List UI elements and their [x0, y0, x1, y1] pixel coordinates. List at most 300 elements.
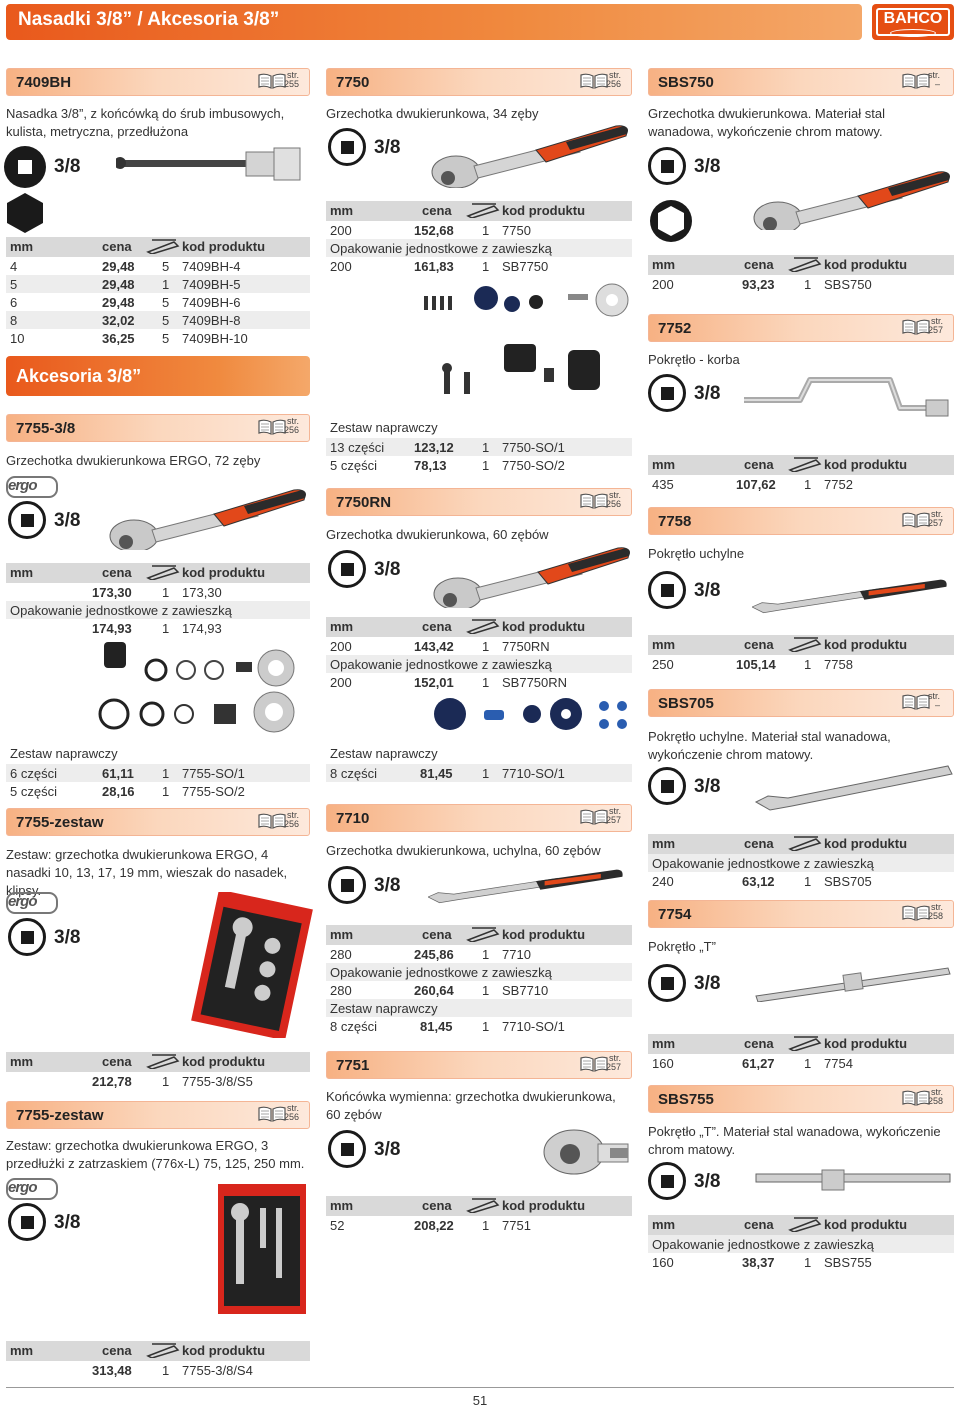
- product-title: SBS750: [658, 74, 714, 91]
- table-row: [648, 1054, 954, 1072]
- ratchet-image: [426, 112, 632, 188]
- table-row: [6, 257, 310, 275]
- table-row: [326, 1017, 632, 1035]
- barcode-icon: [788, 456, 822, 472]
- square-drive-icon: [328, 866, 366, 904]
- str-label: str.: [928, 70, 941, 80]
- table-row: [326, 221, 632, 239]
- table-row: [6, 1361, 310, 1379]
- cell-qty: 1: [482, 223, 490, 238]
- barcode-icon: [788, 1216, 822, 1232]
- flex-handle-image: [752, 568, 954, 618]
- str-label: str.: [928, 691, 941, 701]
- str-label: str.: [287, 416, 300, 426]
- page-ref: [284, 1104, 299, 1122]
- col-mm: mm: [330, 203, 354, 218]
- str-label: str.: [609, 1053, 622, 1063]
- product-title: 7755-3/8: [16, 420, 76, 437]
- product-desc: Grzechotka dwukierunkowa, 34 zęby: [326, 106, 539, 121]
- col-kod: kod produktu: [824, 257, 908, 272]
- accessories-title: Akcesoria 3/8”: [16, 366, 142, 386]
- cell-qty: 5: [162, 313, 170, 328]
- cell-code: 7751: [502, 1218, 531, 1233]
- page-ref: [928, 692, 940, 710]
- cell-price: 36,25: [102, 331, 135, 346]
- col-kod: kod produktu: [182, 1054, 266, 1069]
- table-row: [6, 619, 310, 637]
- square-drive-icon: [648, 964, 686, 1002]
- page-ref: [284, 811, 299, 829]
- cell-qty: 1: [804, 1056, 812, 1071]
- col-kod: kod produktu: [182, 239, 266, 254]
- table-header: [6, 1341, 310, 1361]
- col-cena: cena: [102, 565, 132, 580]
- pack-text: Opakowanie jednostkowe z zawieszką: [330, 241, 552, 256]
- cell-qty: 1: [482, 983, 490, 998]
- square-drive-icon: [8, 501, 46, 539]
- barcode-icon: [146, 1053, 180, 1069]
- cell-qty: 1: [162, 621, 170, 636]
- square-drive-icon: [328, 1130, 366, 1168]
- col-cena: cena: [102, 1343, 132, 1358]
- col-mm: mm: [652, 637, 676, 652]
- cell-code: 7409BH-10: [182, 331, 248, 346]
- table-row: [6, 1072, 310, 1090]
- cell-price: 123,12: [414, 440, 454, 455]
- cell-price: 105,14: [736, 657, 776, 672]
- col-cena: cena: [422, 619, 452, 634]
- cell-price: 143,42: [414, 639, 454, 654]
- page-ref: [928, 317, 943, 335]
- ergo-logo: ergo: [8, 477, 37, 494]
- cell-qty: 1: [482, 458, 490, 473]
- cell-price: 38,37: [742, 1255, 775, 1270]
- str-label: str.: [931, 902, 944, 912]
- col-cena: cena: [744, 1217, 774, 1232]
- square-drive-icon: [648, 767, 686, 805]
- repair-kit-label: Zestaw naprawczy: [10, 746, 118, 761]
- page-number: 257: [928, 325, 944, 335]
- col-cena: cena: [102, 239, 132, 254]
- barcode-icon: [788, 835, 822, 851]
- pack-text: Opakowanie jednostkowe z zawieszką: [652, 1237, 874, 1252]
- t-bar-image: [752, 962, 954, 1002]
- str-label: str.: [931, 316, 944, 326]
- cell-price: 81,45: [420, 1019, 453, 1034]
- cell-code: 7750RN: [502, 639, 550, 654]
- cell-qty: 1: [804, 1255, 812, 1270]
- table-row: [6, 583, 310, 601]
- col-cena: cena: [744, 1036, 774, 1051]
- square-drive-icon: [648, 374, 686, 412]
- str-label: str.: [931, 1087, 944, 1097]
- col-cena: cena: [744, 836, 774, 851]
- cell-code: 7409BH-6: [182, 295, 241, 310]
- size-label: 3/8: [694, 156, 721, 177]
- cell-mm: 200: [330, 639, 352, 654]
- table-header: [326, 617, 632, 637]
- table-row: [6, 293, 310, 311]
- pack-label: [326, 239, 632, 257]
- cell-qty: 1: [162, 277, 170, 292]
- cell-parts: 8 części: [330, 766, 377, 781]
- size-label: 3/8: [54, 927, 81, 948]
- pack-text: Opakowanie jednostkowe z zawieszką: [330, 657, 552, 672]
- product-desc: Grzechotka dwukierunkowa, uchylna, 60 zębów: [326, 843, 601, 858]
- barcode-icon: [788, 1035, 822, 1051]
- col-mm: mm: [10, 1054, 34, 1069]
- col-mm: mm: [330, 619, 354, 634]
- cell-mm: 240: [652, 874, 674, 889]
- pack-label: [6, 601, 310, 619]
- book-icon: [902, 905, 930, 921]
- product-desc: Grzechotka dwukierunkowa ERGO, 72 zęby: [6, 453, 261, 468]
- cell-parts: 13 części: [330, 440, 385, 455]
- barcode-icon: [466, 1197, 500, 1213]
- book-icon: [902, 73, 930, 89]
- size-label: 3/8: [374, 559, 401, 580]
- book-icon: [258, 419, 286, 435]
- set-image: [212, 1180, 312, 1320]
- page-ref: [606, 71, 621, 89]
- repair-kit-label: [326, 999, 632, 1017]
- col-cena: cena: [744, 457, 774, 472]
- book-icon: [258, 1106, 286, 1122]
- page-number: 257: [606, 815, 622, 825]
- col-mm: mm: [330, 1198, 354, 1213]
- cell-price: 173,30: [92, 585, 132, 600]
- product-title: 7752: [658, 320, 692, 337]
- page-number: –: [935, 700, 941, 710]
- t-bar-image: [752, 1162, 954, 1198]
- cell-mm: 435: [652, 477, 674, 492]
- cell-price: 63,12: [742, 874, 775, 889]
- product-desc: Pokrętło „T”. Materiał stal wanadowa, wykończenie chrom matowy.: [648, 1124, 941, 1157]
- cell-price: 78,13: [414, 458, 447, 473]
- page-ref: [928, 1088, 943, 1106]
- product-title: 7755-zestaw: [16, 1107, 104, 1124]
- cell-mm: 250: [652, 657, 674, 672]
- pack-label: [648, 1235, 954, 1253]
- cell-qty: 1: [482, 259, 490, 274]
- cell-code: 173,30: [182, 585, 222, 600]
- cell-code: SB7710: [502, 983, 549, 998]
- product-desc: Pokrętło - korba: [648, 352, 740, 367]
- cell-mm: 160: [652, 1056, 674, 1071]
- product-desc: Pokrętło uchylne. Materiał stal wanadowa, wykończenie chrom matowy.: [648, 729, 891, 762]
- book-icon: [580, 73, 608, 89]
- page-ref: [928, 510, 943, 528]
- size-label: 3/8: [694, 580, 721, 601]
- cell-price: 174,93: [92, 621, 132, 636]
- table-row: [326, 981, 632, 999]
- square-drive-icon: [8, 918, 46, 956]
- col-kod: kod produktu: [824, 1036, 908, 1051]
- page-ref: [284, 417, 299, 435]
- barcode-icon: [788, 636, 822, 652]
- ergo-logo: ergo: [8, 893, 37, 910]
- book-icon: [258, 73, 286, 89]
- cell-qty: 1: [482, 440, 490, 455]
- col-mm: mm: [652, 1217, 676, 1232]
- table-7409bh: [6, 257, 310, 347]
- cell-code: 7758: [824, 657, 853, 672]
- page-number: 257: [928, 518, 944, 528]
- cell-qty: 1: [162, 1074, 170, 1089]
- col-kod: kod produktu: [824, 457, 908, 472]
- col-kod: kod produktu: [502, 619, 586, 634]
- book-icon: [902, 694, 930, 710]
- pack-text: Opakowanie jednostkowe z zawieszką: [652, 856, 874, 871]
- page-number: 256: [284, 425, 300, 435]
- col-cena: cena: [744, 637, 774, 652]
- col-cena: cena: [102, 1054, 132, 1069]
- col-mm: mm: [652, 836, 676, 851]
- str-label: str.: [609, 490, 622, 500]
- cell-price: 161,83: [414, 259, 454, 274]
- page-number: 258: [928, 911, 944, 921]
- table-row: [326, 637, 632, 655]
- product-desc: Zestaw: grzechotka dwukierunkowa ERGO, 3 przedłużki z zatrzaskiem (776x-L) 75, 125, 250 mm.: [6, 1138, 305, 1171]
- page-number: 256: [606, 499, 622, 509]
- product-title: 7750: [336, 74, 370, 91]
- page-number-footer: 51: [472, 1393, 488, 1408]
- cell-price: 260,64: [414, 983, 454, 998]
- cell-price: 29,48: [102, 295, 135, 310]
- col-kod: kod produktu: [824, 637, 908, 652]
- cell-code: SB7750: [502, 259, 549, 274]
- cell-parts: 5 części: [330, 458, 377, 473]
- page-number: 257: [606, 1062, 622, 1072]
- cell-price: 28,16: [102, 784, 135, 799]
- col-mm: mm: [10, 565, 34, 580]
- product-desc: Zestaw: grzechotka dwukierunkowa ERGO, 4 nasadki 10, 13, 17, 19 mm, wieszak do nasadek, klipsy.: [6, 847, 288, 898]
- cell-mm: 200: [330, 223, 352, 238]
- cell-mm: 10: [10, 331, 25, 346]
- pack-label: [326, 655, 632, 673]
- flex-handle-image: [752, 758, 954, 814]
- pack-label: [326, 963, 632, 981]
- cell-qty: 1: [482, 639, 490, 654]
- cell-code: 7750-SO/1: [502, 440, 565, 455]
- page-ref: [606, 1054, 621, 1072]
- bahco-logo-text: [876, 8, 950, 36]
- book-icon: [902, 1090, 930, 1106]
- table-row: [6, 275, 310, 293]
- cell-qty: 1: [162, 1363, 170, 1378]
- cell-qty: 1: [804, 874, 812, 889]
- table-row: [648, 655, 954, 673]
- cell-mm: 200: [330, 259, 352, 274]
- cell-code: SBS705: [824, 874, 872, 889]
- product-title: 7409BH: [16, 74, 72, 91]
- barcode-icon: [466, 618, 500, 634]
- cell-code: 7409BH-8: [182, 313, 241, 328]
- cell-code: SBS755: [824, 1255, 872, 1270]
- cell-qty: 1: [804, 657, 812, 672]
- page-number: 256: [284, 819, 300, 829]
- product-desc: Pokrętło „T”: [648, 939, 716, 954]
- col-mm: mm: [652, 457, 676, 472]
- cell-code: 7755-SO/1: [182, 766, 245, 781]
- table-header: [6, 237, 310, 257]
- cell-parts: 6 części: [10, 766, 57, 781]
- flex-ratchet-image: [428, 860, 632, 910]
- cell-price: 107,62: [736, 477, 776, 492]
- table-header: [6, 563, 310, 583]
- cell-qty: 1: [162, 585, 170, 600]
- table-row: [648, 1253, 954, 1271]
- cell-code: 7750: [502, 223, 531, 238]
- table-row: [326, 673, 632, 691]
- cell-qty: 1: [482, 675, 490, 690]
- page-ref: [606, 807, 621, 825]
- cell-code: 7710-SO/1: [502, 766, 565, 781]
- cell-mm: 5: [10, 277, 18, 292]
- barcode-icon: [146, 564, 180, 580]
- size-label: 3/8: [54, 1212, 81, 1233]
- str-label: str.: [609, 70, 622, 80]
- cell-price: 208,22: [414, 1218, 454, 1233]
- table-header: [648, 834, 954, 854]
- ratchet-image: [746, 150, 954, 230]
- book-icon: [902, 319, 930, 335]
- size-label: 3/8: [694, 1171, 721, 1192]
- cell-price: 245,86: [414, 947, 454, 962]
- col-mm: mm: [10, 1343, 34, 1358]
- cell-qty: 1: [482, 1019, 490, 1034]
- table-header: [326, 201, 632, 221]
- pack-label: [648, 854, 954, 872]
- cell-code: 7710: [502, 947, 531, 962]
- str-label: str.: [287, 1103, 300, 1113]
- str-label: str.: [931, 509, 944, 519]
- cell-code: SB7750RN: [502, 675, 568, 690]
- table-row: [648, 475, 954, 493]
- book-icon: [580, 493, 608, 509]
- cell-qty: 1: [162, 766, 170, 781]
- table-row: [326, 438, 632, 456]
- cell-qty: 5: [162, 259, 170, 274]
- ergo-logo: ergo: [8, 1179, 37, 1196]
- col-kod: kod produktu: [502, 203, 586, 218]
- table-row: [326, 257, 632, 275]
- barcode-icon: [146, 238, 180, 254]
- size-label: 3/8: [694, 383, 721, 404]
- barcode-icon: [466, 202, 500, 218]
- logo-label: BAHCO: [883, 10, 943, 27]
- cell-price: 61,27: [742, 1056, 775, 1071]
- cell-price: 32,02: [102, 313, 135, 328]
- cell-price: 81,45: [420, 766, 453, 781]
- page-ref: [606, 491, 621, 509]
- barcode-icon: [788, 256, 822, 272]
- table-header: [6, 1052, 310, 1072]
- product-desc: Końcówka wymienna: grzechotka dwukierunkowa, 60 zębów: [326, 1089, 616, 1122]
- table-header: [648, 455, 954, 475]
- pack-text: Opakowanie jednostkowe z zawieszką: [10, 603, 232, 618]
- col-kod: kod produktu: [182, 565, 266, 580]
- book-icon: [902, 512, 930, 528]
- cell-parts: 5 części: [10, 784, 57, 799]
- str-label: str.: [287, 810, 300, 820]
- cell-qty: 1: [162, 784, 170, 799]
- cell-mm: 8: [10, 313, 18, 328]
- product-title: SBS705: [658, 695, 714, 712]
- cell-price: 212,78: [92, 1074, 132, 1089]
- cell-qty: 5: [162, 331, 170, 346]
- cell-qty: 1: [482, 1218, 490, 1233]
- cell-price: 93,23: [742, 277, 775, 292]
- table-row: [326, 456, 632, 474]
- hex-icon: [648, 198, 694, 244]
- size-label: 3/8: [694, 776, 721, 797]
- col-cena: cena: [422, 927, 452, 942]
- cell-mm: 6: [10, 295, 18, 310]
- cell-code: SBS750: [824, 277, 872, 292]
- barcode-icon: [146, 1342, 180, 1358]
- table-header: [326, 1196, 632, 1216]
- repair-kit-label: Zestaw naprawczy: [330, 420, 438, 435]
- col-cena: cena: [422, 1198, 452, 1213]
- col-cena: cena: [422, 203, 452, 218]
- product-title: 7758: [658, 513, 692, 530]
- cell-price: 152,01: [414, 675, 454, 690]
- col-kod: kod produktu: [502, 1198, 586, 1213]
- size-label: 3/8: [374, 1139, 401, 1160]
- ratchet-image: [428, 532, 632, 608]
- barcode-icon: [466, 926, 500, 942]
- page-number: 256: [284, 1112, 300, 1122]
- cell-price: 313,48: [92, 1363, 132, 1378]
- cell-code: 7409BH-4: [182, 259, 241, 274]
- repair-kit-image: [96, 638, 306, 734]
- repair-text: Zestaw naprawczy: [330, 1001, 438, 1016]
- table-header: [648, 255, 954, 275]
- page-ref: [284, 71, 299, 89]
- table-row: [6, 329, 310, 347]
- col-kod: kod produktu: [502, 927, 586, 942]
- page-number: 258: [928, 1096, 944, 1106]
- cell-price: 29,48: [102, 277, 135, 292]
- ratchet-head-image: [540, 1120, 632, 1184]
- page-number: 255: [284, 79, 300, 89]
- cell-mm: 200: [330, 675, 352, 690]
- cell-price: 61,11: [102, 766, 134, 781]
- table-row: [6, 764, 310, 782]
- table-row: [326, 764, 632, 782]
- str-label: str.: [609, 806, 622, 816]
- pack-text: Opakowanie jednostkowe z zawieszką: [330, 965, 552, 980]
- product-title: 7755-zestaw: [16, 814, 104, 831]
- crank-image: [740, 370, 954, 418]
- col-mm: mm: [330, 927, 354, 942]
- cell-code: 7752: [824, 477, 853, 492]
- str-label: str.: [287, 70, 300, 80]
- page-ref: [928, 903, 943, 921]
- cell-mm: 200: [652, 277, 674, 292]
- cell-qty: 1: [804, 477, 812, 492]
- col-kod: kod produktu: [182, 1343, 266, 1358]
- repair-kit-image: [426, 692, 632, 738]
- square-drive-icon: [4, 146, 46, 188]
- col-kod: kod produktu: [824, 1217, 908, 1232]
- size-label: 3/8: [374, 137, 401, 158]
- cell-mm: 280: [330, 983, 352, 998]
- col-mm: mm: [10, 239, 34, 254]
- repair-kit-label: Zestaw naprawczy: [330, 746, 438, 761]
- table-header: [648, 635, 954, 655]
